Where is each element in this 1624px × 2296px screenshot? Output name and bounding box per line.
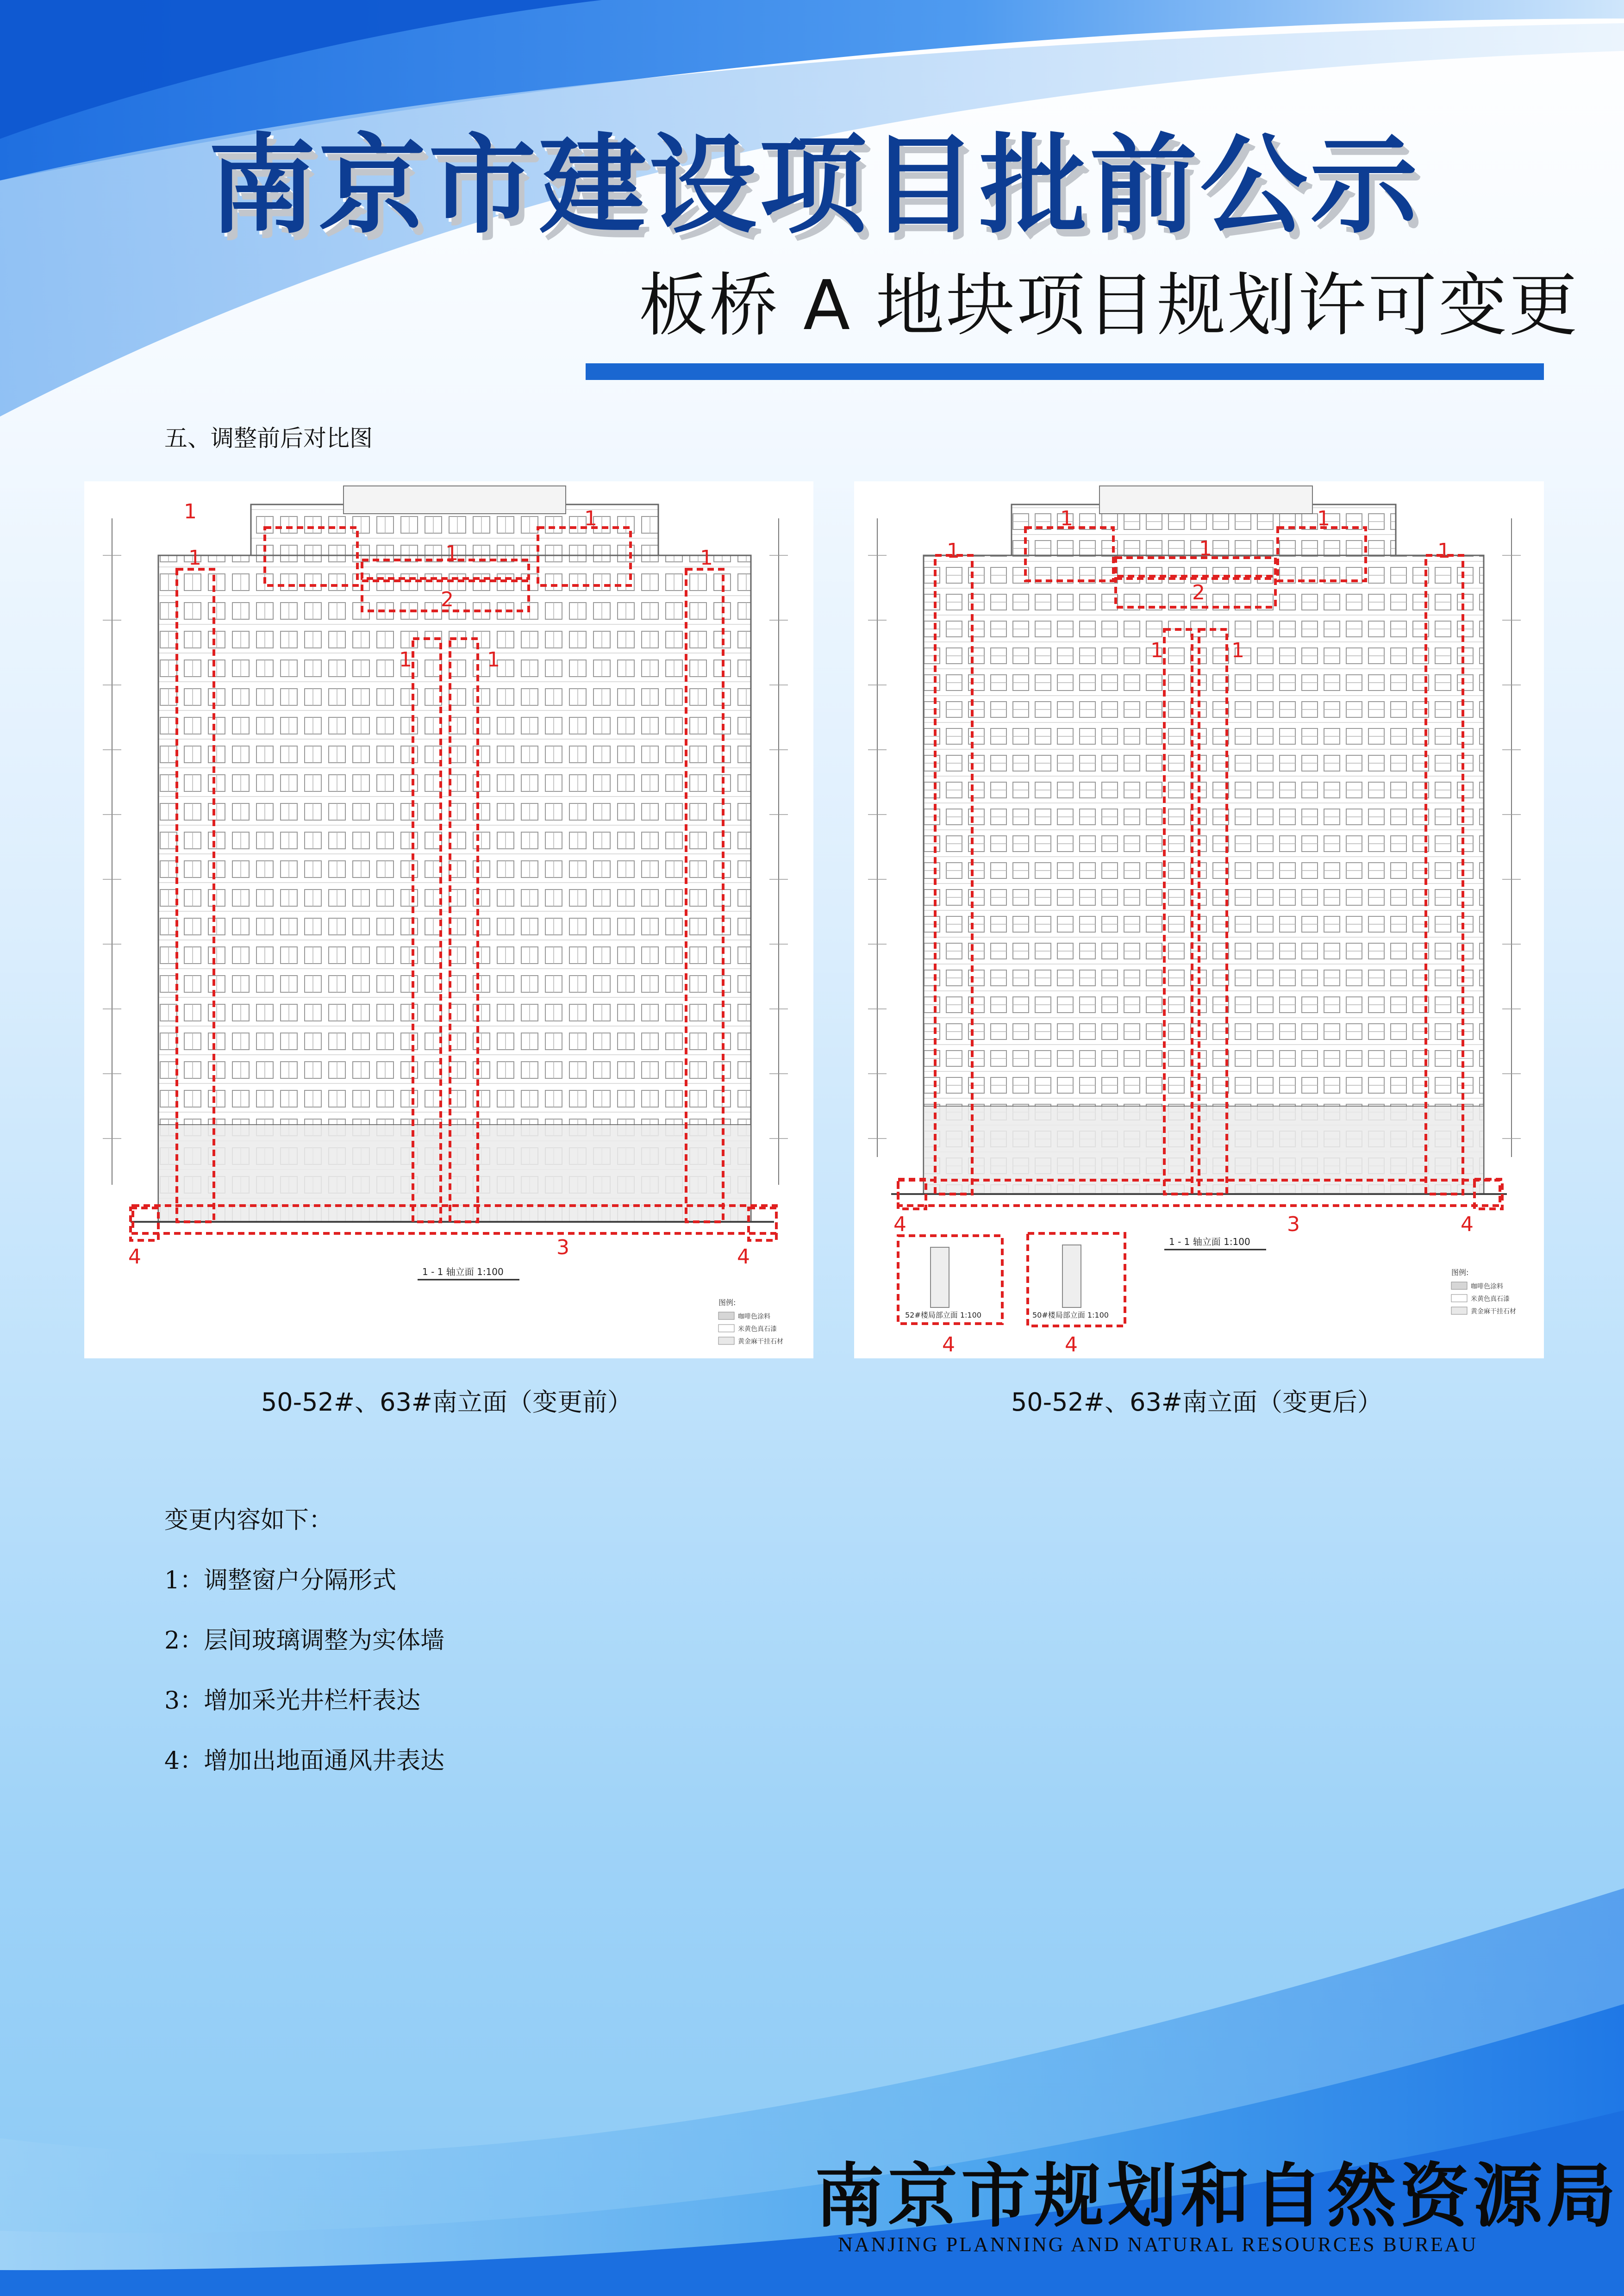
legend-title-after: 图例: bbox=[1451, 1268, 1469, 1277]
svg-text:1: 1 bbox=[188, 546, 201, 570]
svg-text:1: 1 bbox=[1231, 639, 1244, 662]
legend-title-before: 图例: bbox=[718, 1298, 736, 1307]
svg-text:1: 1 bbox=[1199, 537, 1212, 560]
elevation-svg-before bbox=[84, 481, 813, 1358]
svg-text:4: 4 bbox=[893, 1213, 906, 1236]
detail-mark-50: 4 bbox=[1065, 1333, 1078, 1356]
svg-text:1: 1 bbox=[584, 507, 597, 530]
svg-text:1: 1 bbox=[1150, 639, 1163, 662]
axis-label-before: 1 - 1 轴立面 1:100 bbox=[422, 1266, 504, 1277]
svg-text:3: 3 bbox=[556, 1236, 569, 1259]
svg-text:1: 1 bbox=[184, 500, 197, 523]
legend-item-coffee-coating-after: 咖啡色涂料 bbox=[1471, 1283, 1503, 1290]
legend-item-granite-cladding-after: 黄金麻干挂石材 bbox=[1471, 1308, 1516, 1315]
detail-label-50: 50#楼局部立面 1:100 bbox=[1032, 1311, 1109, 1319]
change-item-1: 1：调整窗户分隔形式 bbox=[164, 1567, 397, 1594]
changes-heading: 变更内容如下： bbox=[164, 1506, 333, 1534]
issuing-authority-name: 南京市规划和自然资源局 bbox=[815, 2155, 1620, 2237]
svg-text:2: 2 bbox=[441, 588, 454, 611]
legend-item-beige-stone-paint-before: 米黄色真石漆 bbox=[738, 1325, 777, 1333]
svg-text:4: 4 bbox=[128, 1245, 141, 1269]
svg-text:1: 1 bbox=[1060, 507, 1073, 530]
change-item-4: 4：增加出地面通风井表达 bbox=[164, 1747, 445, 1775]
svg-text:1: 1 bbox=[487, 648, 500, 672]
detail-mark-52: 4 bbox=[942, 1333, 955, 1356]
issuing-authority-name-en: NANJING PLANNING AND NATURAL RESOURCES BUREAU bbox=[838, 2233, 1478, 2256]
poster-title: 南京市建设项目批前公示 bbox=[208, 122, 1421, 248]
svg-text:1: 1 bbox=[1437, 539, 1450, 563]
legend-item-granite-cladding-before: 黄金麻干挂石材 bbox=[738, 1338, 783, 1345]
change-item-2: 2：层间玻璃调整为实体墙 bbox=[164, 1627, 445, 1655]
svg-text:3: 3 bbox=[1287, 1213, 1300, 1236]
caption-after: 50-52#、63#南立面（变更后） bbox=[1011, 1388, 1383, 1417]
svg-text:1: 1 bbox=[1317, 507, 1330, 530]
legend-item-beige-stone-paint-after: 米黄色真石漆 bbox=[1471, 1295, 1510, 1303]
elevation-drawing-after bbox=[854, 481, 1544, 1358]
svg-text:1: 1 bbox=[445, 541, 458, 565]
elevation-drawing-before bbox=[84, 481, 813, 1358]
detail-label-52: 52#楼局部立面 1:100 bbox=[905, 1311, 981, 1319]
svg-text:4: 4 bbox=[737, 1245, 750, 1269]
svg-text:1: 1 bbox=[947, 539, 960, 563]
caption-before: 50-52#、63#南立面（变更前） bbox=[261, 1388, 633, 1417]
svg-text:1: 1 bbox=[399, 648, 412, 672]
section-heading: 五、调整前后对比图 bbox=[164, 425, 373, 452]
svg-text:1: 1 bbox=[700, 546, 713, 570]
axis-label-after: 1 - 1 轴立面 1:100 bbox=[1169, 1236, 1250, 1247]
svg-text:2: 2 bbox=[1192, 581, 1205, 604]
elevation-svg-after bbox=[854, 481, 1544, 1358]
project-subtitle: 板桥 A 地块项目规划许可变更 bbox=[639, 266, 1580, 345]
title-underline-bar bbox=[586, 363, 1544, 380]
svg-text:4: 4 bbox=[1461, 1213, 1474, 1236]
change-item-3: 3：增加采光井栏杆表达 bbox=[164, 1687, 421, 1715]
legend-item-coffee-coating-before: 咖啡色涂料 bbox=[738, 1313, 770, 1320]
